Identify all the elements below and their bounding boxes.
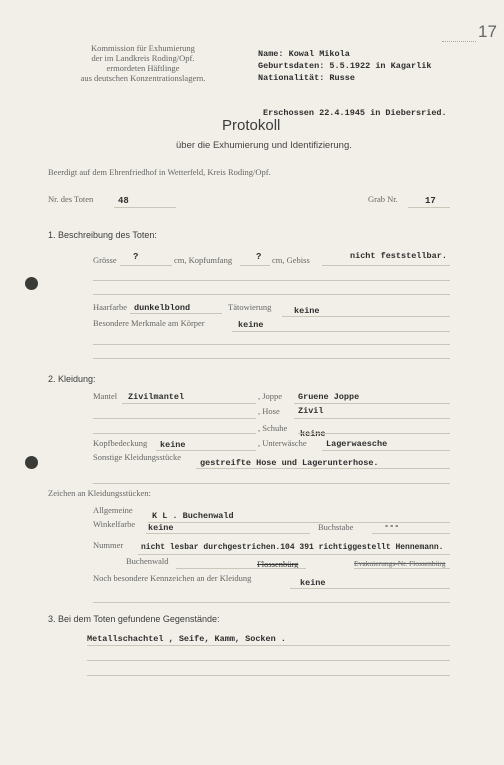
unter-value: Lagerwaesche (326, 439, 388, 449)
section3-value: Metallschachtel , Seife, Kamm, Socken . (87, 634, 286, 644)
commission-line-4: aus deutschen Konzentrationslagern. (80, 73, 206, 83)
sonst-line (196, 468, 450, 469)
winkel-line (146, 533, 310, 534)
mantel-line-2 (93, 418, 256, 419)
buch-value: --- (384, 521, 400, 531)
grab-line (408, 207, 450, 208)
winkel-value: keine (148, 523, 174, 533)
sonst-label: Sonstige Kleidungsstücke (93, 452, 182, 462)
s3-line-2 (87, 660, 450, 661)
commission-block (48, 43, 238, 83)
kopfbed-value: keine (160, 440, 186, 450)
kopfbed-label: Kopfbedeckung (93, 438, 148, 448)
buried-text: Beerdigt auf dem Ehrenfriedhof in Wetterfeld, Kreis Roding/Opf. (48, 167, 271, 177)
nr-line (114, 207, 176, 208)
merk-line (232, 331, 450, 332)
allg-label: Allgemeine (93, 505, 133, 515)
joppe-label: , Joppe (258, 391, 283, 401)
winkel-label: Winkelfarbe (93, 519, 136, 529)
person-name: Name: Kowal Mikola (258, 49, 350, 59)
gebiss-label: cm, Gebiss (272, 255, 310, 265)
haar-value: dunkelblond (134, 303, 191, 313)
hose-line (294, 418, 450, 419)
mantel-line (122, 403, 256, 404)
kopfumfang-label: cm, Kopfumfang (174, 255, 233, 265)
tatt-line (282, 316, 450, 317)
hose-value: Zivil (298, 406, 324, 416)
groesse-line (120, 265, 172, 266)
shot-date: Erschossen 22.4.1945 in Diebersried. (263, 108, 447, 118)
buchenwald-line (176, 568, 306, 569)
sonst-value: gestreifte Hose und Lagerunterhose. (200, 458, 379, 468)
noch-label: Noch besondere Kennzeichen an der Kleidung (93, 573, 252, 583)
buchenwald-label: Buchenwald (126, 556, 169, 566)
commission-line-3: ermordeten Häftlinge (106, 63, 180, 73)
doc-title: Protokoll (222, 117, 281, 134)
punch-hole-top (25, 277, 38, 290)
schuhe-value: keine (300, 429, 326, 439)
groesse-label: Grösse (93, 255, 117, 265)
flossenbuerg-label: Flossenbürg (257, 559, 299, 569)
grab-value: 17 (425, 196, 436, 206)
allg-value: K L . Buchenwald (152, 511, 234, 521)
hose-label: , Hose (258, 406, 280, 416)
gebiss-value: nicht feststellbar. (350, 251, 447, 261)
zeichen-blank-line (93, 602, 450, 603)
evak-line (354, 568, 450, 569)
unter-label: , Unterwäsche (258, 438, 307, 448)
buch-label: Buchstabe (318, 522, 354, 532)
tatt-value: keine (294, 306, 320, 316)
mantel-value: Zivilmantel (128, 392, 185, 402)
allg-line (148, 522, 450, 523)
nr-label: Nr. des Toten (48, 194, 94, 204)
noch-line (290, 588, 450, 589)
mantel-line-3 (93, 433, 256, 434)
s2-blank-line (93, 483, 450, 484)
kopfbed-line (156, 450, 256, 451)
commission-line-1: Kommission für Exhumierung (91, 43, 195, 53)
top-dash (442, 41, 476, 42)
kopfumfang-value: ? (256, 252, 262, 262)
person-birth: Geburtsdaten: 5.5.1922 in Kagarlik (258, 61, 432, 71)
joppe-value: Gruene Joppe (298, 392, 360, 402)
s3-line-1 (87, 645, 450, 646)
merk-label: Besondere Merkmale am Körper (93, 318, 205, 328)
nummer-value: nicht lesbar durchgestrichen.104 391 richtiggestellt Hennemann. (141, 543, 444, 552)
zeichen-heading: Zeichen an Kleidungsstücken: (48, 488, 151, 498)
groesse-value: ? (133, 252, 139, 262)
section1-heading: 1. Beschreibung des Toten: (48, 230, 157, 240)
gebiss-line (322, 265, 450, 266)
person-nationality: Nationalität: Russe (258, 73, 355, 83)
s1-blank-line-4 (93, 358, 450, 359)
nummer-label: Nummer (93, 540, 124, 550)
grab-label: Grab Nr. (368, 194, 398, 204)
punch-hole-bottom (25, 456, 38, 469)
section2-heading: 2. Kleidung: (48, 374, 96, 384)
tatt-label: Tätowierung (228, 302, 272, 312)
haar-label: Haarfarbe (93, 302, 127, 312)
s1-blank-line-3 (93, 344, 450, 345)
joppe-line (294, 403, 450, 404)
haar-line (130, 313, 222, 314)
schuhe-line (298, 433, 450, 434)
noch-value: keine (300, 578, 326, 588)
schuhe-label: , Schuhe (258, 423, 288, 433)
s1-blank-line-2 (93, 294, 450, 295)
kopfumfang-line (240, 265, 270, 266)
buch-line (372, 533, 450, 534)
section3-heading: 3. Bei dem Toten gefundene Gegenstände: (48, 614, 220, 624)
page-number: 17 (478, 22, 497, 41)
evak-label: Evakuierungs-Nr. Flossenbürg (354, 559, 446, 568)
nr-value: 48 (118, 196, 129, 206)
unter-line (322, 450, 450, 451)
mantel-label: Mantel (93, 391, 118, 401)
s3-line-3 (87, 675, 450, 676)
commission-line-2: der im Landkreis Roding/Opf. (91, 53, 195, 63)
doc-subtitle: über die Exhumierung und Identifizierung. (176, 140, 352, 151)
s1-blank-line-1 (93, 280, 450, 281)
merk-value: keine (238, 320, 264, 330)
nummer-line (138, 554, 450, 555)
